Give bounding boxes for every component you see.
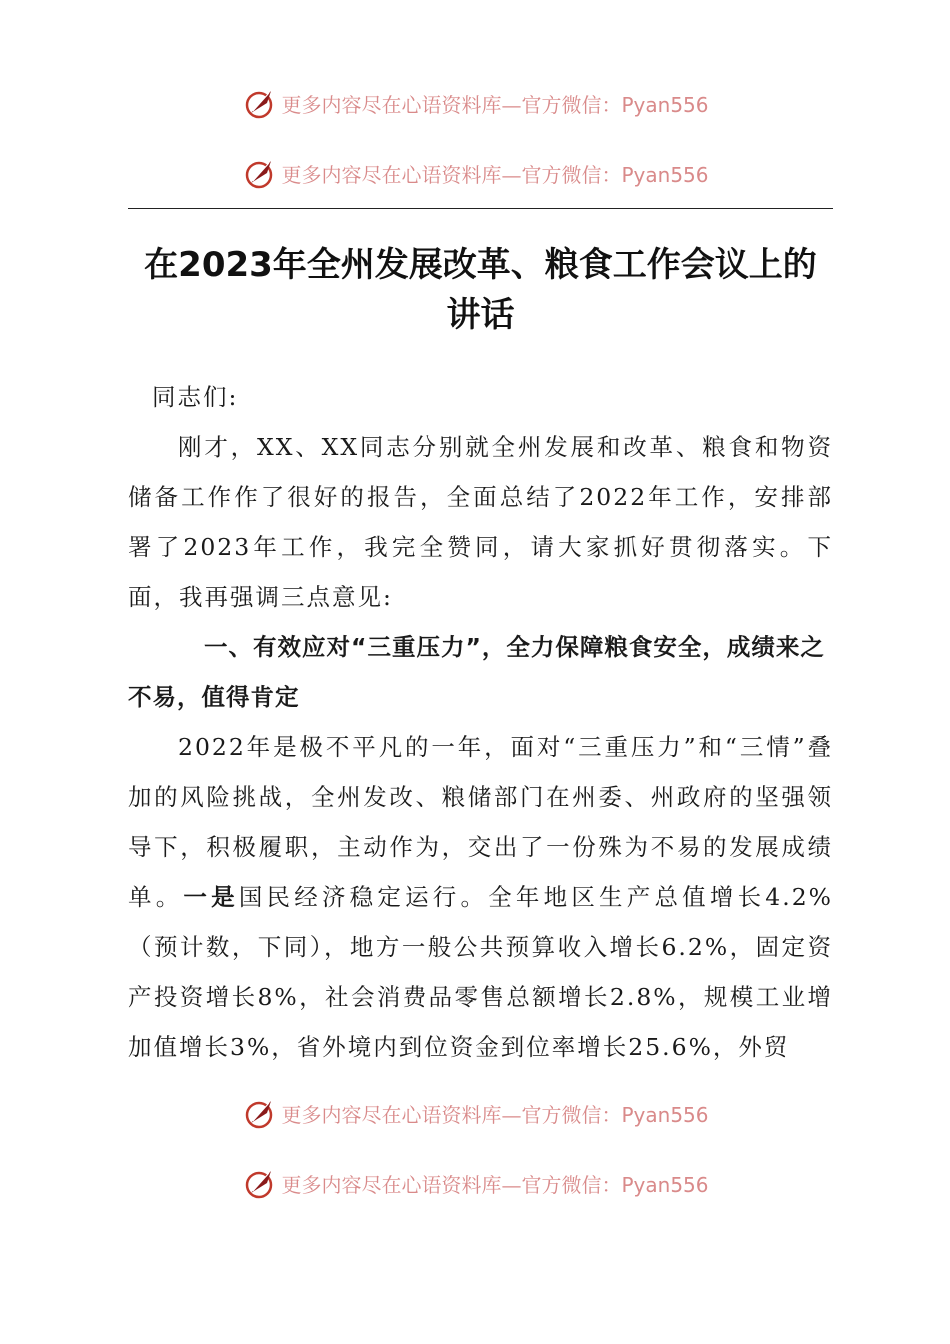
watermark-text: 更多内容尽在心语资料库—官方微信：Pyan556 [281, 162, 709, 187]
watermark-bottom-2 [0, 1163, 950, 1203]
watermark-text: 更多内容尽在心语资料库—官方微信：Pyan556 [281, 1172, 709, 1197]
quill-logo-icon [241, 155, 277, 191]
watermark-text: 更多内容尽在心语资料库—官方微信：Pyan556 [281, 1102, 709, 1127]
paragraph-2-bold: 一是 [183, 883, 239, 911]
title-line-2: 讲话 [446, 295, 515, 335]
paragraph-2 [128, 722, 833, 1072]
watermark-top-2 [0, 153, 950, 193]
quill-logo-icon [241, 1165, 277, 1201]
title-line-1: 在2023年全州发展改革、粮食工作会议上的 [144, 245, 817, 285]
header-divider [128, 208, 833, 209]
document-title [128, 240, 833, 340]
intro-paragraph: 刚才，XX、XX同志分别就全州发展和改革、粮食和物资储备工作作了很好的报告，全面总结了2022年工作，安排部署了2023年工作，我完全赞同，请大家抓好贯彻落实。下面，我再强调三点意见: [128, 433, 833, 611]
watermark-text: 更多内容尽在心语资料库—官方微信：Pyan556 [281, 92, 709, 117]
paragraph-2-part-1: 2022年是极不平凡的一年，面对“三重压力”和“三情”叠加的风险挑战，全州发改、粮储部门在州委、州政府的坚强领导下，积极履职，主动作为，交出了一份殊为不易的发展成绩单。 [128, 733, 833, 911]
salutation: 同志们: [152, 383, 239, 411]
section-heading-1: 一、有效应对“三重压力”，全力保障粮食安全，成绩来之不易，值得肯定 [128, 633, 825, 711]
quill-logo-icon [241, 1095, 277, 1131]
paragraph-2-part-2: 国民经济稳定运行。全年地区生产总值增长4.2%（预计数，下同），地方一般公共预算收入增长6.2%，固定资产投资增长8%，社会消费品零售总额增长2.8%，规模工业增加值增长3%，省外境内到位资金到位率增长25.6%，外贸 [128, 883, 834, 1061]
document-body [128, 372, 833, 1072]
quill-logo-icon [241, 85, 277, 121]
watermark-top-1 [0, 83, 950, 123]
watermark-bottom-1 [0, 1093, 950, 1133]
